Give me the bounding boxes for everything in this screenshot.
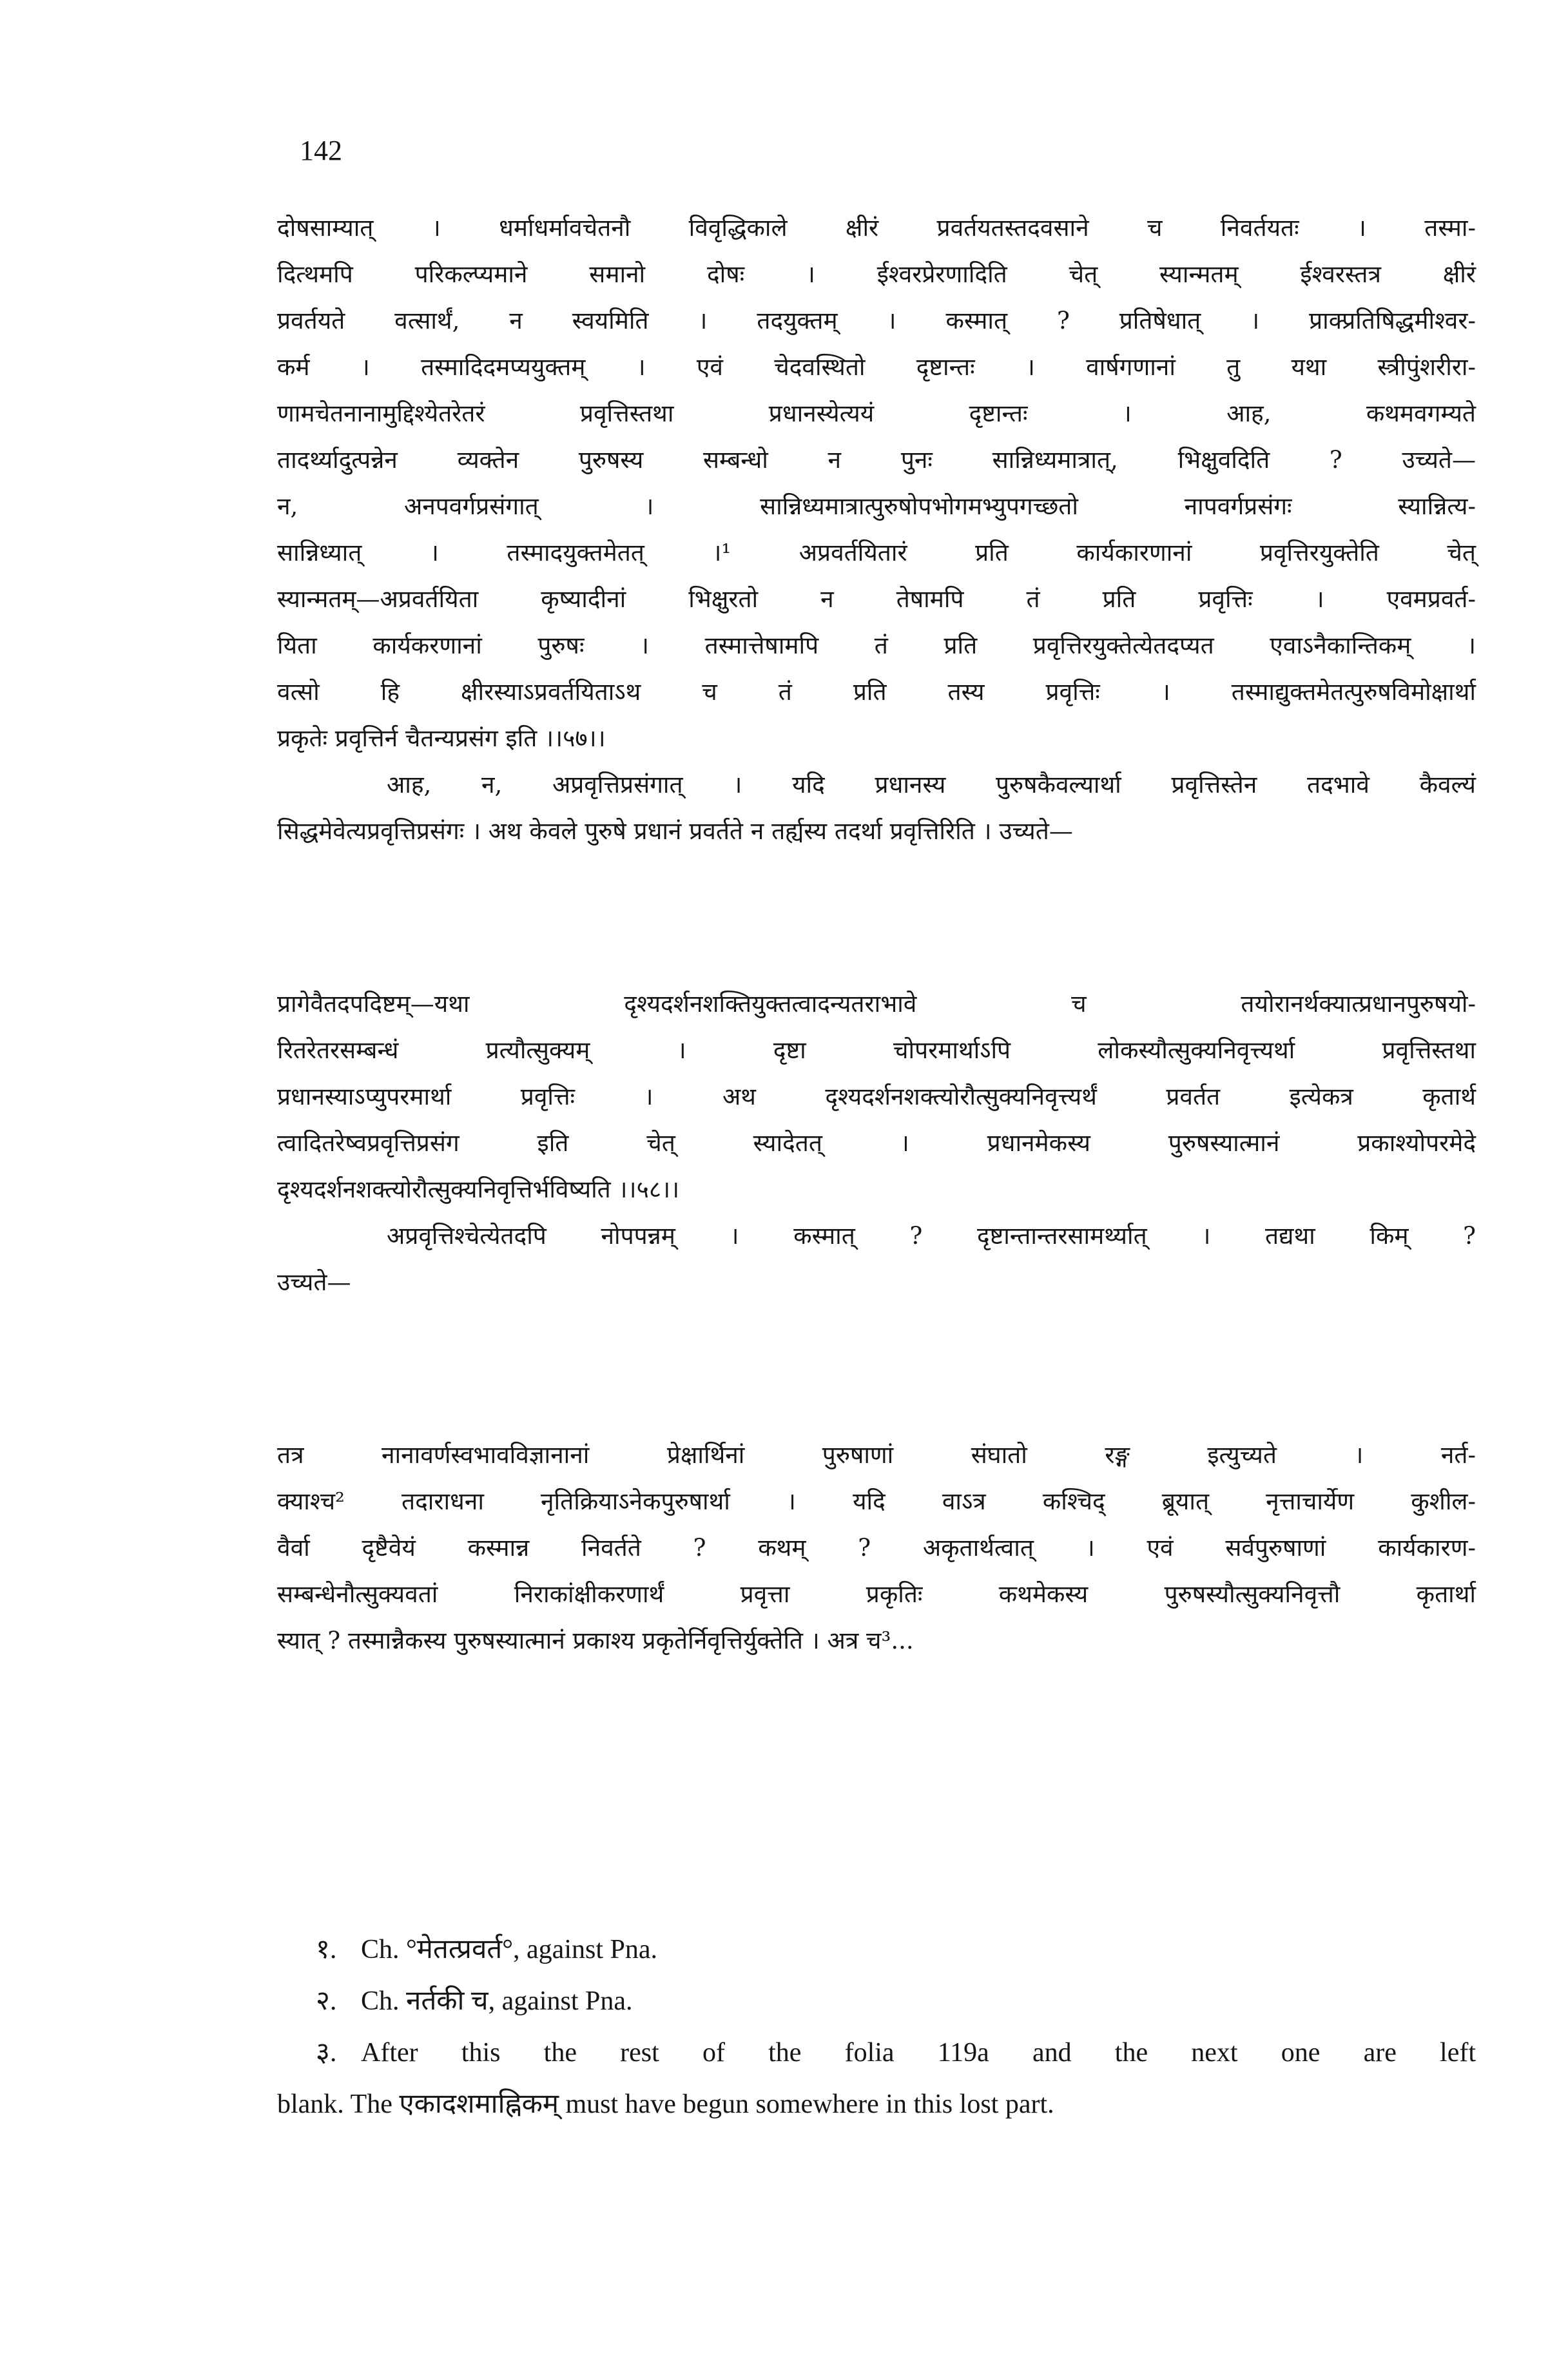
- text-line: दोषसाम्यात् । धर्माधर्मावचेतनौ विवृद्धिकाले क्षीरं प्रवर्तयतस्तदवसाने च निवर्तयतः । तस्मा-: [277, 214, 1476, 242]
- text-line: प्रकृतेः प्रवृत्तिर्न चैतन्यप्रसंग इति ।।५७।।: [277, 724, 606, 752]
- verse-58: [277, 860, 1476, 973]
- verse-59: [277, 1311, 1476, 1424]
- footnote-1: [277, 1924, 1476, 1975]
- text-line: स्यान्मतम्—अप्रवर्तयिता कृष्यादीनां भिक्षुरतो न तेषामपि तं प्रति प्रवृत्तिः । एवमप्रवर्त-: [277, 585, 1476, 613]
- footnote-3-continuation: blank. The एकादशमाह्निकम् must have begun somewhere in this lost part.: [277, 2089, 1054, 2119]
- text-line: सिद्धमेवेत्यप्रवृत्तिप्रसंगः । अथ केवले पुरुषे प्रधानं प्रवर्तते न तर्ह्यस्य तदर्था प्रवृत्तिरिति । उच्यते—: [277, 817, 1073, 845]
- text-line: णामचेतनानामुद्दिश्येतरेतरं प्रवृत्तिस्तथा प्रधानस्येत्ययं दृष्टान्तः । आह, कथमवगम्यते: [277, 400, 1476, 427]
- paragraph-objection: [277, 762, 1476, 855]
- text-line: त्वादितरेष्वप्रवृत्तिप्रसंग इति चेत् स्यादेतत् । प्रधानमेकस्य पुरुषस्यात्मानं प्रकाश्योपरमेदे: [277, 1129, 1476, 1157]
- footnote-text: Ch. °मेतत्प्रवर्त°, against Pna.: [361, 1935, 657, 1964]
- text-line: आह, न, अप्रवृत्तिप्रसंगात् । यदि प्रधानस्य पुरुषकैवल्यार्था प्रवृत्तिस्तेन तदभावे कैवल्यं: [387, 771, 1476, 799]
- footnote-number: १.: [316, 1935, 337, 1964]
- paragraph-question: [277, 1213, 1476, 1306]
- main-text: [277, 205, 1476, 1664]
- text-line: क्याश्च² तदाराधना नृतिक्रियाऽनेकपुरुषार्था । यदि वाऽत्र कश्चिद् ब्रूयात् नृत्ताचार्येण कुशील-: [277, 1488, 1476, 1515]
- text-line: उच्यते—: [277, 1268, 351, 1296]
- footnote-2: [277, 1975, 1476, 2027]
- text-line: वत्सो हि क्षीरस्याऽप्रवर्तयिताऽथ च तं प्रति तस्य प्रवृत्तिः । तस्माद्युक्तमेतत्पुरुषविमोक्षार्था: [277, 678, 1476, 706]
- text-line: प्रधानस्याऽप्युपरमार्था प्रवृत्तिः । अथ दृश्यदर्शनशक्त्योरौत्सुक्यनिवृत्त्यर्थं प्रवर्तत इत्येकत्र कृतार्थ: [277, 1083, 1476, 1110]
- text-line: अप्रवृत्तिश्चेत्येतदपि नोपपन्नम् । कस्मात् ? दृष्टान्तान्तरसामर्थ्यात् । तद्यथा किम् ?: [387, 1222, 1476, 1250]
- verse-line: [277, 1311, 1476, 1368]
- text-line: दृश्यदर्शनशक्त्योरौत्सुक्यनिवृत्तिर्भविष्यति ।।५८।।: [277, 1176, 680, 1203]
- text-line: वैर्वा दृष्टैवेयं कस्मान्न निवर्तते ? कथम् ? अकृतार्थत्वात् । एवं सर्वपुरुषाणां कार्यकारण-: [277, 1534, 1476, 1562]
- footnote-3: [277, 2027, 1476, 2079]
- text-line: दित्थमपि परिकल्प्यमाने समानो दोषः । ईश्वरप्रेरणादिति चेत् स्यान्मतम् ईश्वरस्तत्र क्षीरं: [277, 260, 1476, 288]
- footnotes: [277, 1924, 1476, 2130]
- paragraph-commentary-58: [277, 981, 1476, 1213]
- text-line: स्यात् ? तस्मान्नैकस्य पुरुषस्यात्मानं प्रकाश्य प्रकृतेर्निवृत्तिर्युक्तेति । अत्र च³...: [277, 1627, 914, 1654]
- footnote-text: Ch. नर्तकी च, against Pna.: [361, 1986, 633, 2016]
- text-line: प्रवर्तयते वत्सार्थं, न स्वयमिति । तदयुक्तम् । कस्मात् ? प्रतिषेधात् । प्राक्प्रतिषिद्धमीश्वर-: [277, 307, 1476, 334]
- paragraph-commentary-57: [277, 205, 1476, 762]
- text-line: सान्निध्यात् । तस्मादयुक्तमेतत् ।¹ अप्रवर्तयितारं प्रति कार्यकारणानां प्रवृत्तिरयुक्तेति चेत्: [277, 539, 1476, 567]
- text-line: कर्म । तस्मादिदमप्ययुक्तम् । एवं चेदवस्थितो दृष्टान्तः । वार्षगणानां तु यथा स्त्रीपुंशरीरा-: [277, 353, 1476, 381]
- verse-line: [277, 860, 1476, 916]
- footnote-number: ३.: [316, 2038, 337, 2068]
- text-line: यिता कार्यकरणानां पुरुषः । तस्मात्तेषामपि तं प्रति प्रवृत्तिरयुक्तेत्येतदप्यत एवाऽनैकान्तिकम् ।: [277, 632, 1476, 659]
- text-line: तादर्थ्यादुत्पन्नेन व्यक्तेन पुरुषस्य सम्बन्धो न पुनः सान्निध्यमात्रात्, भिक्षुवदिति ? उच्यते—: [277, 446, 1476, 474]
- text-line: तत्र नानावर्णस्वभावविज्ञानानां प्रेक्षार्थिनां पुरुषाणां संघातो रङ्ग इत्युच्यते । नर्त-: [277, 1441, 1476, 1469]
- paragraph-commentary-59: [277, 1432, 1476, 1664]
- footnote-text: After this the rest of the folia 119a and the next one are left: [361, 2038, 1476, 2068]
- text-line: प्रागेवैतदपदिष्टम्—यथा दृश्यदर्शनशक्तियुक्तत्वादन्यतराभावे च तयोरानर्थक्यात्प्रधानपुरुषयो-: [277, 990, 1476, 1018]
- verse-line: [277, 916, 1476, 973]
- page-number: 142: [300, 135, 342, 166]
- text-line: रितरेतरसम्बन्धं प्रत्यौत्सुक्यम् । दृष्टा चोपरमार्थाऽपि लोकस्यौत्सुक्यनिवृत्त्यर्था प्रवृत्तिस्तथा: [277, 1036, 1476, 1064]
- text-line: सम्बन्धेनौत्सुक्यवतां निराकांक्षीकरणार्थं प्रवृत्ता प्रकृतिः कथमेकस्य पुरुषस्यौत्सुक्यनिवृत्तौ कृतार्था: [277, 1580, 1476, 1608]
- text-line: न, अनपवर्गप्रसंगात् । सान्निध्यमात्रात्पुरुषोपभोगमभ्युपगच्छतो नापवर्गप्रसंगः स्यान्नित्य-: [277, 492, 1476, 520]
- verse-line: [277, 1368, 1476, 1424]
- footnote-number: २.: [316, 1986, 337, 2016]
